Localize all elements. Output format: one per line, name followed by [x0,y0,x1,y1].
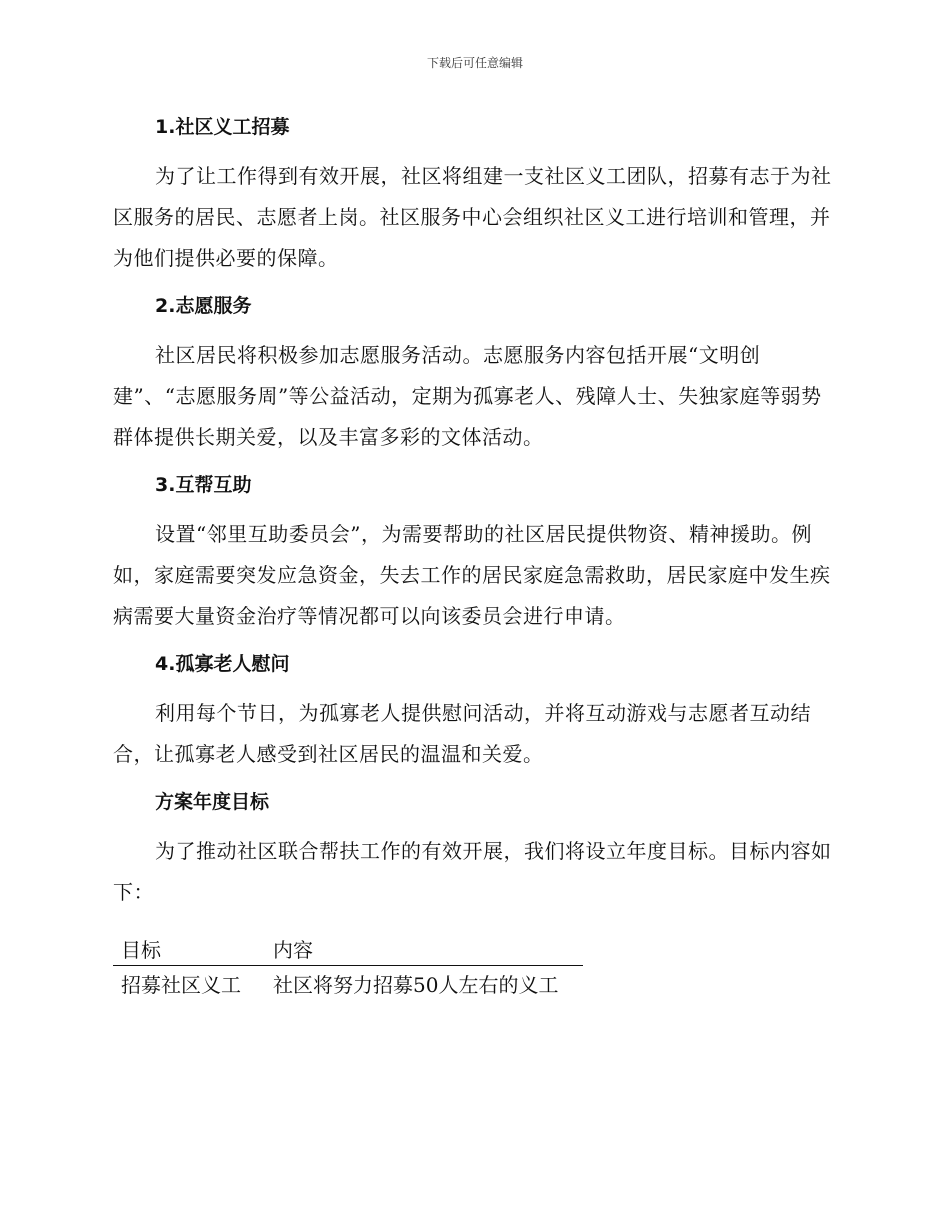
column-header-content: 内容 [265,935,583,966]
section-paragraph: 为了让工作得到有效开展，社区将组建一支社区义工团队，招募有志于为社区服务的居民、志愿者上岗。社区服务中心会组织社区义工进行培训和管理，并为他们提供必要的保障。 [113,164,832,270]
section-mutual-aid [113,466,833,637]
goals-table [113,935,583,1000]
section-paragraph: 社区居民将积极参加志愿服务活动。志愿服务内容包括开展“文明创建”、“志愿服务周”等公益活动，定期为孤寡老人、残障人士、失独家庭等弱势群体提供长期关爱，以及丰富多彩的文体活动。 [113,343,822,449]
section-heading: 2.志愿服务 [155,295,252,317]
column-header-goal: 目标 [113,935,265,966]
section-paragraph: 设置“邻里互助委员会”，为需要帮助的社区居民提供物资、精神援助。例如，家庭需要突发应急资金，失去工作的居民家庭急需救助，居民家庭中发生疾病需要大量资金治疗等情况都可以向该委员会进行申请。 [113,522,831,628]
section-heading: 1.社区义工招募 [155,116,290,138]
section-elderly-visits [113,645,833,775]
table-row [113,966,583,1001]
section-heading: 4.孤寡老人慰问 [155,653,290,675]
section-volunteer-service [113,287,833,458]
section-paragraph: 为了推动社区联合帮扶工作的有效开展，我们将设立年度目标。目标内容如下： [113,839,832,904]
section-heading: 方案年度目标 [155,791,270,813]
section-heading: 3.互帮互助 [155,474,252,496]
table-cell-goal: 招募社区义工 [121,973,241,997]
page-header: 下载后可任意编辑 [426,56,523,70]
section-paragraph: 利用每个节日，为孤寡老人提供慰问活动，并将互动游戏与志愿者互动结合，让孤寡老人感受到社区居民的温温和关爱。 [113,701,811,766]
section-volunteer-recruitment [113,108,833,279]
table-cell-content: 社区将努力招募50人左右的义工 [273,973,559,997]
document-body [113,108,833,1000]
table-header-row [113,935,583,966]
section-annual-goals [113,783,833,913]
